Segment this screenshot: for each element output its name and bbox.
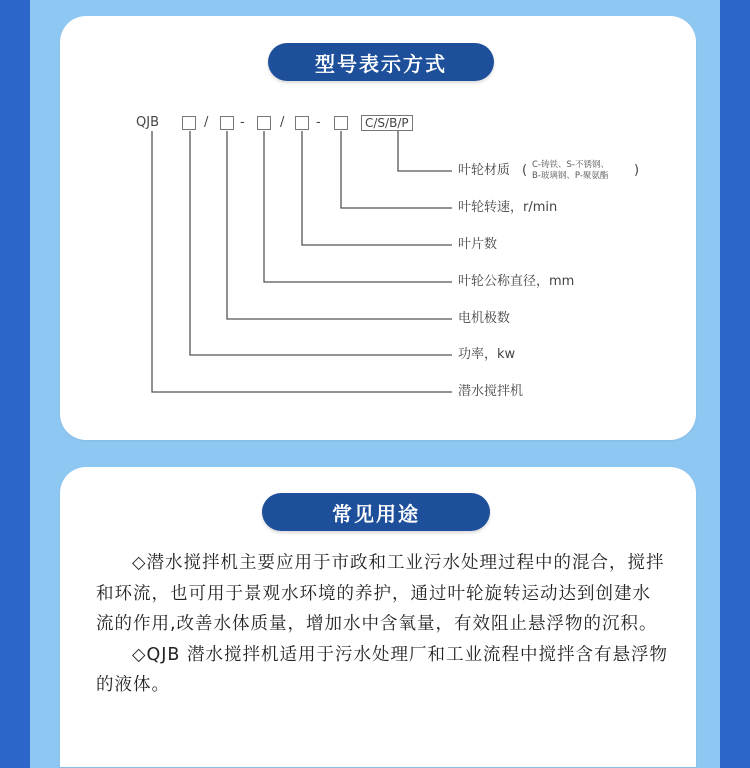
usage-section-title: 常见用途: [262, 493, 490, 531]
code-prefix: QJB: [136, 115, 159, 130]
code-separator: /: [204, 115, 209, 130]
leader-line-blades: [302, 131, 452, 245]
usage-paragraph: ◇潜水搅拌机主要应用于市政和工业污水处理过程中的混合，搅拌和环流，也可用于景观水环境的养护，通过叶轮旋转运动达到创建水流的作用,改善水体质量，增加水中含氧量，有效阻止悬浮物的沉积。: [96, 553, 665, 634]
code-separator: /: [280, 115, 285, 130]
code-box-speed: [334, 116, 348, 130]
leader-line-poles: [227, 131, 452, 319]
leader-line-speed: [341, 131, 452, 208]
material-paren-close: ): [634, 163, 640, 178]
material-paren-open: (: [522, 163, 528, 178]
code-box-diameter: [257, 116, 271, 130]
model-section-title: 型号表示方式: [268, 43, 494, 81]
label-material: 叶轮材质: [458, 163, 511, 178]
label-power: 功率，kw: [458, 347, 516, 362]
code-separator: -: [316, 115, 321, 130]
usage-paragraph: ◇QJB 潜水搅拌机适用于污水处理厂和工业流程中搅拌含有悬浮物的液体。: [96, 644, 668, 695]
leader-line-diameter: [264, 131, 452, 282]
usage-text: [96, 548, 668, 701]
code-separator: -: [240, 115, 245, 130]
label-type: 潜水搅拌机: [458, 384, 524, 399]
code-material-options: C/S/B/P: [361, 115, 413, 131]
leader-line-material: [398, 131, 452, 171]
label-diameter: 叶轮公称直径，mm: [458, 274, 575, 289]
code-box-poles: [220, 116, 234, 130]
label-poles: 电机极数: [458, 311, 511, 326]
code-box-power: [182, 116, 196, 130]
material-note-line1: C-铸铁、S-不锈钢、: [532, 160, 609, 170]
leader-line-power: [190, 131, 452, 355]
label-speed: 叶轮转速，r/min: [458, 200, 558, 215]
label-blades: 叶片数: [458, 237, 498, 252]
material-note-line2: B-玻璃钢、P-聚氨酯: [532, 171, 609, 181]
code-box-blades: [295, 116, 309, 130]
